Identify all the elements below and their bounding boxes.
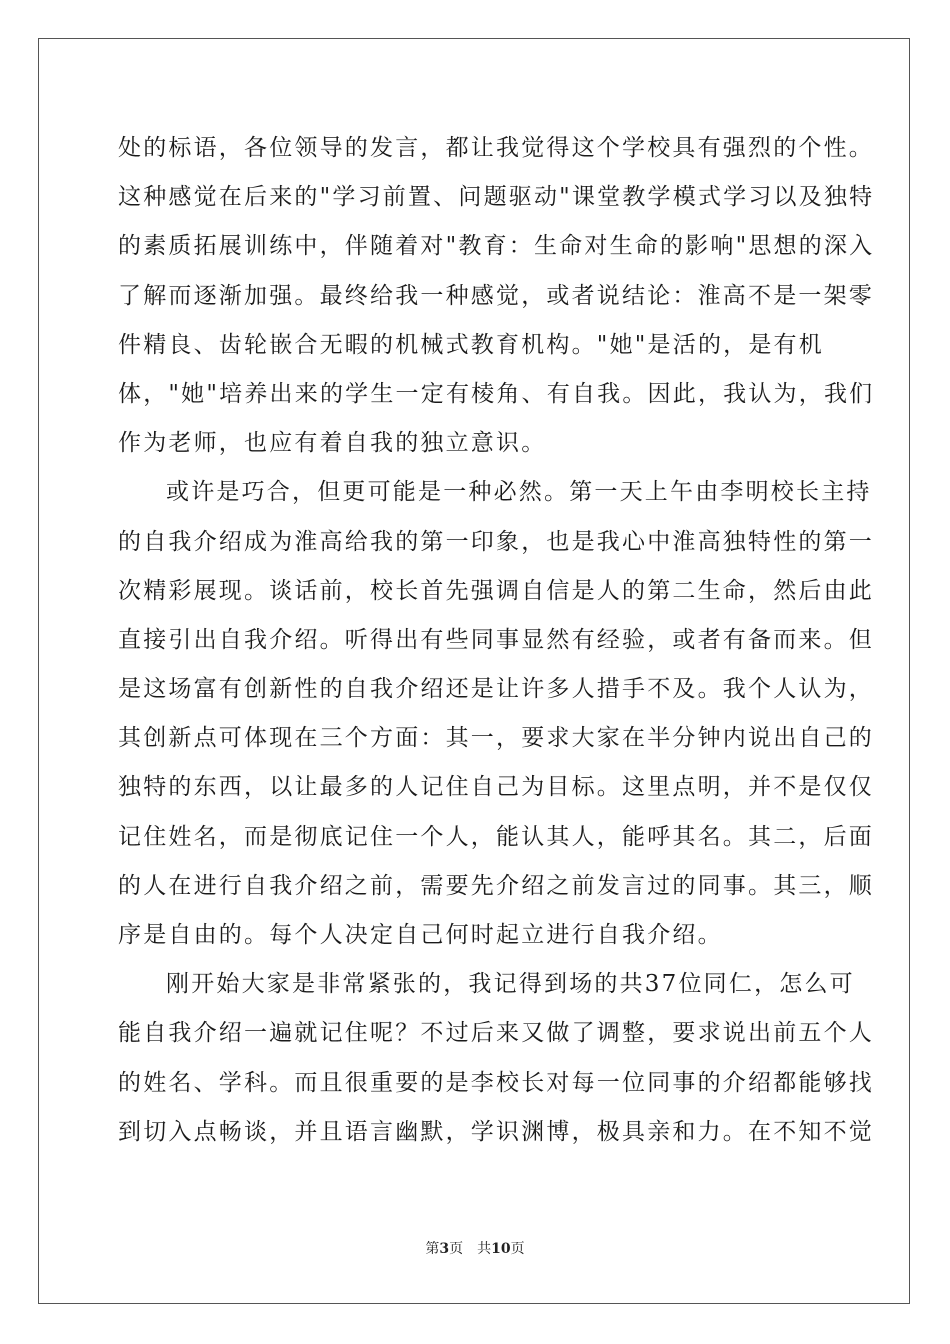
text-line: 了解而逐渐加强。最终给我一种感觉，或者说结论：淮高不是一架零 [118,282,874,309]
current-page-number: 3 [439,1241,450,1257]
text-line: 是这场富有创新性的自我介绍还是让许多人措手不及。我个人认为， [118,676,874,703]
text-line: 体，"她"培养出来的学生一定有棱角、有自我。因此，我认为，我们 [118,380,875,407]
text-line: 记住姓名，而是彻底记住一个人，能认其人，能呼其名。其二，后面 [118,823,874,850]
text-line: 直接引出自我介绍。听得出有些同事显然有经验，或者有备而来。但 [118,626,874,653]
text-line: 件精良、齿轮嵌合无暇的机械式教育机构。"她"是活的，是有机 [118,331,824,358]
total-page-number: 10 [491,1241,511,1257]
total-label-prefix: 共 [477,1241,492,1257]
text-line: 次精彩展现。谈话前，校长首先强调自信是人的第二生命，然后由此 [118,577,874,604]
page-label-prefix: 第 [425,1241,440,1257]
text-line: 其创新点可体现在三个方面：其一，要求大家在半分钟内说出自己的 [118,725,874,752]
text-line: 的姓名、学科。而且很重要的是李校长对每一位同事的介绍都能够找 [118,1069,874,1096]
text-line: 的素质拓展训练中，伴随着对"教育：生命对生命的影响"思想的深入 [118,233,875,260]
text-line: 的自我介绍成为淮高给我的第一印象，也是我心中淮高独特性的第一 [118,528,874,555]
text-line: 作为老师，也应有着自我的独立意识。 [118,430,547,457]
text-line: 的人在进行自我介绍之前，需要先介绍之前发言过的同事。其三，顺 [118,872,874,899]
paragraph-first-line: 或许是巧合，但更可能是一种必然。第一天上午由李明校长主持 [166,479,872,506]
text-line: 到切入点畅谈，并且语言幽默，学识渊博，极具亲和力。在不知不觉 [118,1118,874,1145]
paragraph-first-line: 刚开始大家是非常紧张的，我记得到场的共37位同仁，怎么可 [166,971,855,998]
document-body [118,124,875,1157]
text-line: 能自我介绍一遍就记住呢？不过后来又做了调整，要求说出前五个人 [118,1020,874,1047]
text-line: 这种感觉在后来的"学习前置、问题驱动"课堂教学模式学习以及独特 [118,184,875,211]
text-line: 独特的东西，以让最多的人记住自己为目标。这里点明，并不是仅仅 [118,774,874,801]
total-label-suffix: 页 [510,1241,525,1257]
page-footer [0,1238,950,1258]
text-line: 处的标语，各位领导的发言，都让我觉得这个学校具有强烈的个性。 [118,135,874,161]
text-line: 序是自由的。每个人决定自己何时起立进行自我介绍。 [118,922,723,948]
page-label-suffix: 页 [449,1241,464,1257]
